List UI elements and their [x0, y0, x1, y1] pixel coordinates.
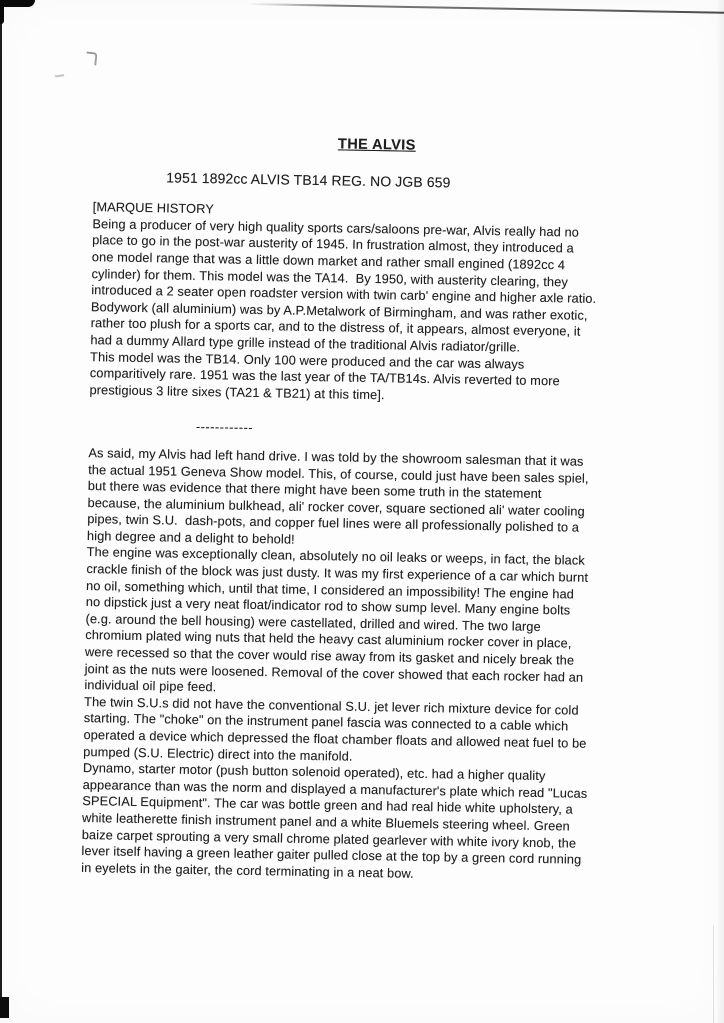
pencil-mark	[85, 51, 97, 65]
document-subtitle: 1951 1892cc ALVIS TB14 REG. NO JGB 659	[166, 168, 451, 190]
paragraph-equipment: Dynamo, starter motor (push button solenoid operated), etc. had a higher quality appearance than was the norm and displayed a manufacturer's plate which read "Lucas SPECIAL Equipment". The car was bottle green and had real hide white upholstery, a white leatherette finish instrument panel and a white Bluemels steering wheel. Green baize carpet sprouting a very small chrome plated gearlever with white ivory knob, the lever itself having a green leather gaiter pulled close at the top by a green cord running in eyelets in the gaiter, the cord terminating in a neat bow.	[81, 760, 588, 881]
scan-bottom-left-mark	[0, 997, 9, 1018]
scan-top-paper-edge	[248, 3, 724, 14]
pencil-mark	[54, 70, 65, 78]
scan-right-edge-shading	[716, 0, 724, 1023]
scan-left-edge-line	[0, 0, 2, 997]
scan-top-left-corner	[0, 0, 35, 7]
document-title: THE ALVIS	[337, 136, 416, 154]
paragraph-carburettors: The twin S.U.s did not have the conventional S.U. jet lever rich mixture device for cold starting. The "choke" on the instrument panel fascia was connected to a cable which operated a device which depressed the float chamber floats and allowed neat fuel to be pumped (S.U. Electric) direct into the manifold.	[83, 693, 587, 764]
section-separator: ------------	[195, 419, 254, 436]
scan-top-left-corner-side	[0, 0, 4, 24]
scan-right-faint-line	[713, 925, 714, 1023]
paragraph-engine: The engine was exceptionally clean, absolutely no oil leaks or weeps, in fact, the black crackle finish of the block was just dusty. It was my first experience of a car which burnt no oil, something which, until that time, I considered an impossibility! The engine had no dipstick just a very neat float/indicator rod to show sump level. Many engine bolts (e.g. around the bell housing) were castellated, drilled and wired. The two large chromium plated wing nuts that held the heavy cast aluminium rocker cover in place, were recessed so that the cover would rise away from its gasket and nicely break the joint as the nuts were loosened. Removal of the cover showed that each rocker had an individual oil pipe feed.	[84, 544, 589, 695]
paragraph-marque-history: [MARQUE HISTORY Being a producer of very high quality sports cars/saloons pre-war, Alvis really had no place to go in the post-war austerity of 1945. In frustration almost, they introduced a one model range that was a little down market and rather small engined (1892cc 4 cylinder) for them. This model was the TA14. By 1950, with austerity clearing, they introduced a 2 seater open roadster version with twin carb' engine and higher axle ratio. Bodywork (all aluminium) was by A.P.Metalwork of Birmingham, and was rather exotic, rather too plush for a sports car, and to the distress of, it appears, almost everyone, it had a dummy Allard type grille instead of the traditional Alvis radiator/grille. This model was the TB14. Only 100 were produced and the car was always comparitively rare. 1951 was the last year of the TA/TB14s. Alvis reverted to more prestigious 3 litre sixes (TA21 & TB21) at this time].	[89, 199, 597, 402]
document-body	[81, 132, 660, 886]
paragraph-provenance: As said, my Alvis had left hand drive. I was told by the showroom salesman that it was the actual 1951 Geneva Show model. This, of course, could just have been sales spiel, but there was evidence that there might have been some truth in the statement because, the aluminium bulkhead, ali' rocker cover, square sectioned ali' water cooling pipes, twin S.U. dash-pots, and copper fuel lines were all professionally polished to a high degree and a delight to behold!	[86, 444, 589, 547]
